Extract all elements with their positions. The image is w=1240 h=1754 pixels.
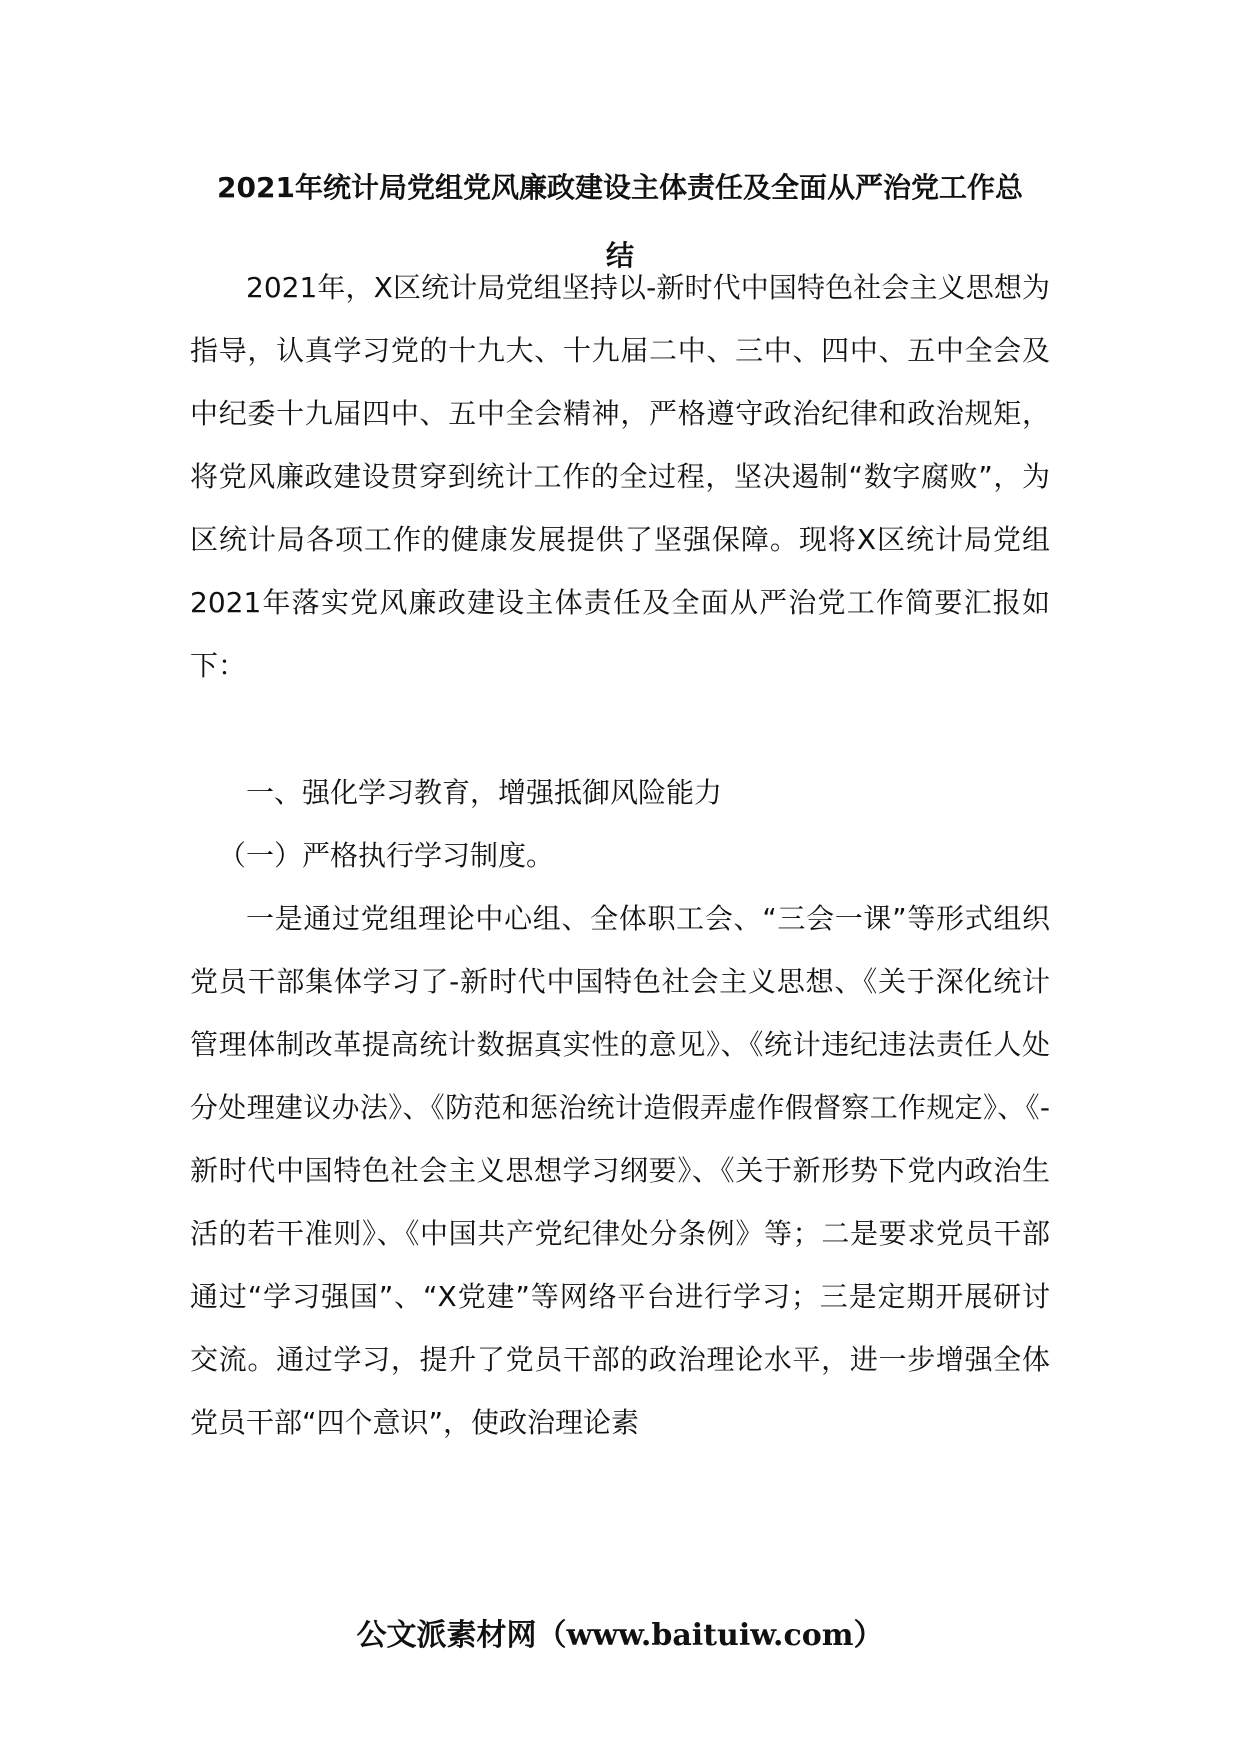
footer-watermark: 公文派素材网（www.baituiw.com）: [356, 1618, 884, 1653]
section-heading-block: [190, 761, 1050, 824]
title-line-2: 结: [605, 239, 634, 272]
intro-paragraph: 2021年，X区统计局党组坚持以-新时代中国特色社会主义思想为指导，认真学习党的十九大、十九届二中、三中、四中、五中全会及中纪委十九届四中、五中全会精神，严格遵守政治纪律和政治规矩，将党风廉政建设贯穿到统计工作的全过程，坚决遏制“数字腐败”，为区统计局各项工作的健康发展提供了坚强保障。现将X区统计局党组2021年落实党风廉政建设主体责任及全面从严治党工作简要汇报如下：: [190, 271, 1050, 682]
intro-paragraph-block: [190, 256, 1050, 697]
subsection-heading: （一）严格执行学习制度。: [218, 839, 555, 872]
subsection-heading-block: [190, 824, 1050, 887]
title-line-1: 2021年统计局党组党风廉政建设主体责任及全面从严治党工作总: [217, 171, 1023, 204]
section-heading: 一、强化学习教育，增强抵御风险能力: [246, 776, 723, 809]
study-paragraph: 一是通过党组理论中心组、全体职工会、“三会一课”等形式组织党员干部集体学习了-新时代中国特色社会主义思想、《关于深化统计管理体制改革提高统计数据真实性的意见》、《统计违纪违法责任人处分处理建议办法》、《防范和惩治统计造假弄虚作假督察工作规定》、《-新时代中国特色社会主义思想学习纲要》、《关于新形势下党内政治生活的若干准则》、《中国共产党纪律处分条例》等；二是要求党员干部通过“学习强国”、“X党建”等网络平台进行学习；三是定期开展研讨交流。通过学习，提升了党员干部的政治理论水平，进一步增强全体党员干部“四个意识”，使政治理论素: [190, 902, 1050, 1439]
study-paragraph-block: [190, 887, 1050, 1454]
